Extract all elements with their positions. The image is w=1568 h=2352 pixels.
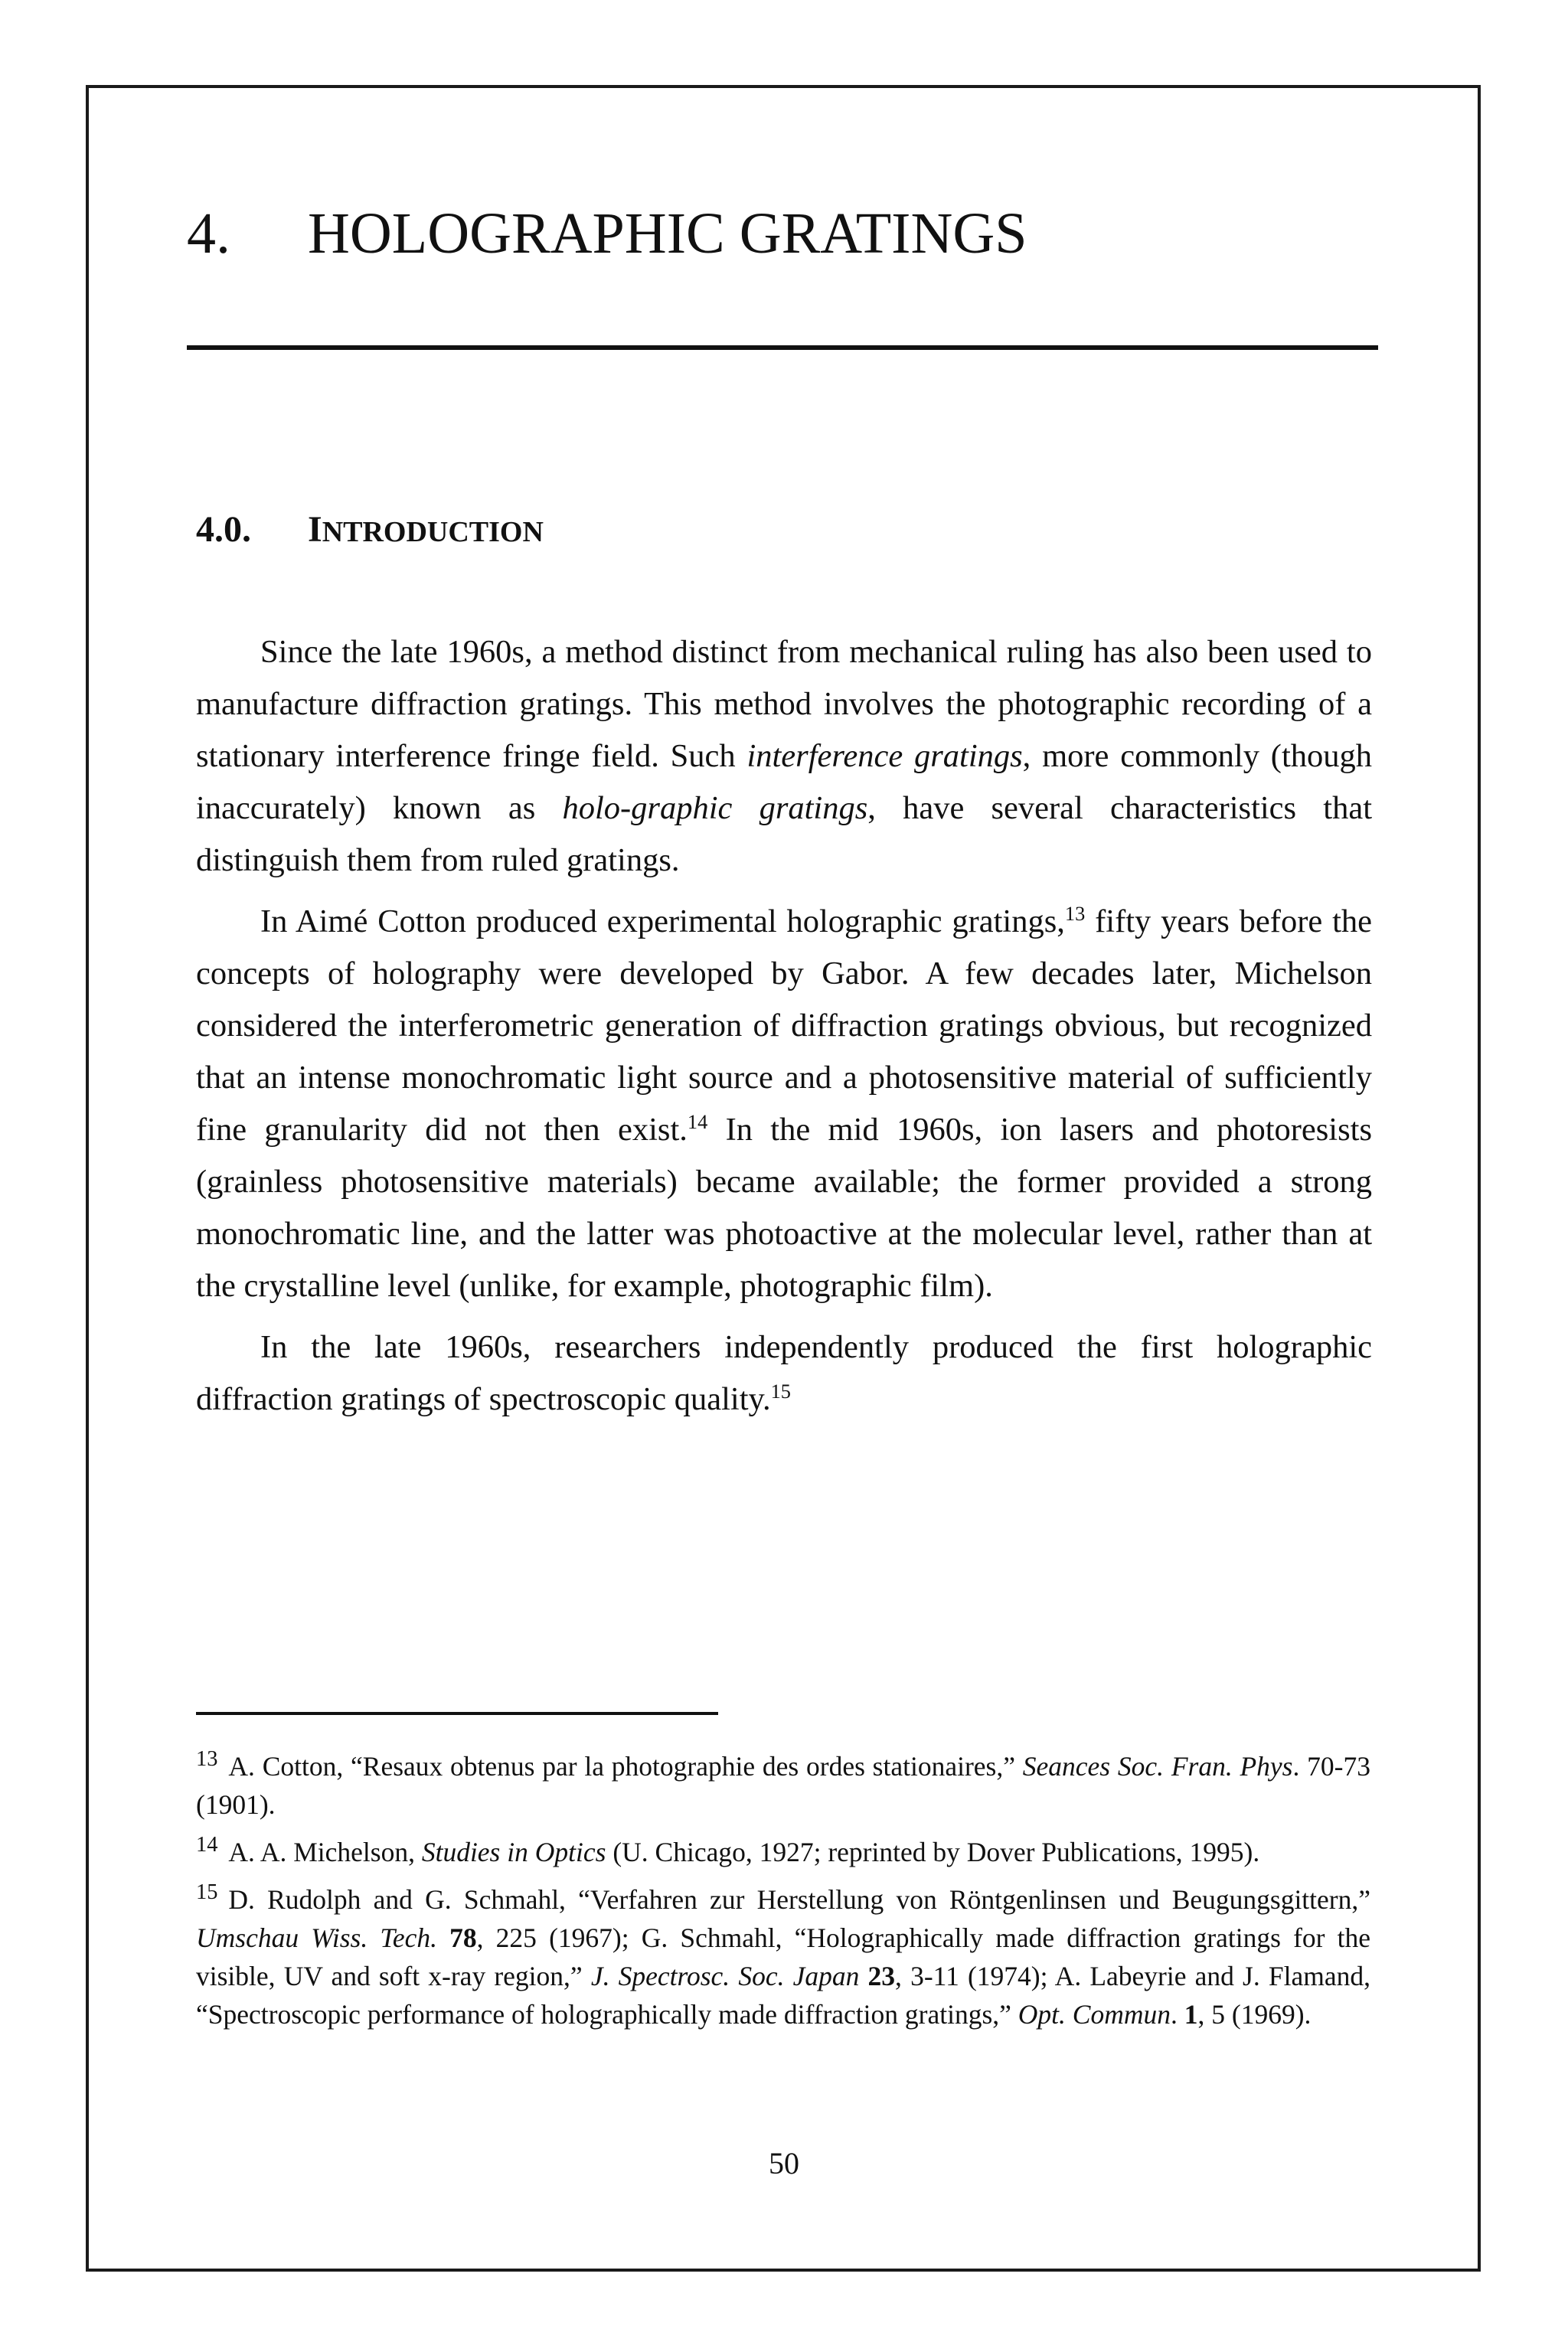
footnote-text: , 3-11 (1974); A. Labeyrie and J. Flamand, “Spectroscopic performance of holographically made diffraction gratings,” (196, 1961, 1371, 2030)
footnote-volume: 78 (449, 1922, 477, 1953)
chapter-title-text: HOLOGRAPHIC GRATINGS (308, 201, 1027, 266)
section-title-rest: NTRODUCTION (322, 516, 544, 548)
page-number: 50 (769, 2146, 799, 2180)
section-title-initial: I (308, 509, 322, 550)
footnote-text: . 70-73 (1901). (196, 1751, 1370, 1820)
footnote-text: A. A. Michelson, (228, 1837, 422, 1867)
paragraph-1-italic-term: interference gratings (746, 738, 1023, 774)
footnote-volume: 1 (1184, 1999, 1198, 2030)
footnote-text (859, 1961, 867, 1991)
footnote-text: (U. Chicago, 1927; reprinted by Dover Publications, 1995). (606, 1837, 1260, 1867)
paragraph-2-text: fifty years before the concepts of holography were developed by Gabor. A few decades later, Michelson considered the interferometric generation of diffraction gratings obvious, but recognized that an intense monochromatic light source and a photosensitive material of sufficiently fine granularity did not then exist. (196, 903, 1373, 1148)
footnote-ref-14[interactable]: 14 (687, 1110, 708, 1133)
footnote-journal: Seances Soc. Fran. Phys (1022, 1751, 1293, 1782)
footnote-14 (196, 1833, 1370, 1871)
footnote-15 (196, 1880, 1370, 2034)
paragraph-1-text: , more commonly (though inaccurately) known as (196, 738, 1372, 826)
chapter-title-rule (187, 345, 1378, 350)
footnote-text (437, 1922, 449, 1953)
paragraph-3 (196, 1321, 1372, 1426)
body-text (196, 626, 1372, 1435)
footnotes (196, 1747, 1370, 2043)
paragraph-2-text: In Aimé Cotton produced experimental holographic gratings, (260, 903, 1065, 939)
paragraph-1-italic-term: holo-graphic gratings (562, 790, 868, 826)
paragraph-1 (196, 626, 1372, 887)
footnote-ref-15[interactable]: 15 (770, 1380, 791, 1403)
footnote-ref-13[interactable]: 13 (1064, 902, 1086, 925)
footnote-number: 13 (196, 1747, 218, 1772)
footnote-number: 15 (196, 1880, 218, 1905)
footnote-separator (196, 1712, 718, 1715)
footnote-journal: Umschau Wiss. Tech. (196, 1922, 437, 1953)
footnote-volume: 23 (867, 1961, 896, 1991)
paragraph-2 (196, 896, 1372, 1312)
section-number: 4.0. (196, 509, 251, 550)
footnote-text: A. Cotton, “Resaux obtenus par la photographie des ordes stationaires,” (228, 1751, 1023, 1782)
footnote-number: 14 (196, 1833, 218, 1857)
footnote-13 (196, 1747, 1370, 1824)
chapter-number: 4. (187, 201, 230, 266)
footnote-text: , 225 (1967); G. Schmahl, “Holographically made diffraction gratings for the visible, UV and soft x-ray region,” (196, 1922, 1371, 1991)
chapter-title (187, 201, 1027, 267)
footnote-text: . (1171, 1999, 1184, 2030)
paragraph-3-text: In the late 1960s, researchers independently produced the first holographic diffraction gratings of spectroscopic quality. (196, 1329, 1372, 1417)
footnote-book-title: Studies in Optics (421, 1837, 606, 1867)
footnote-text: , 5 (1969). (1197, 1999, 1312, 2030)
paragraph-1-text: Since the late 1960s, a method distinct from mechanical ruling has also been used to manufacture diffraction gratings. This method involves the photographic recording of a stationary interference fringe field. Such (196, 634, 1372, 774)
paragraph-1-text: , have several characteristics that distinguish them from ruled gratings. (196, 790, 1372, 878)
section-heading (196, 508, 544, 550)
footnote-journal: Opt. Commun (1018, 1999, 1171, 2030)
paragraph-2-text: In the mid 1960s, ion lasers and photoresists (grainless photosensitive materials) became available; the former provided a strong monochromatic line, and the latter was photoactive at the molecular level, rather than at the crystalline level (unlike, for example, photographic film). (196, 1112, 1372, 1304)
footnote-text: D. Rudolph and G. Schmahl, “Verfahren zur Herstellung von Röntgenlinsen und Beugungsgittern,” (228, 1884, 1370, 1915)
footnote-journal: J. Spectrosc. Soc. Japan (590, 1961, 860, 1991)
